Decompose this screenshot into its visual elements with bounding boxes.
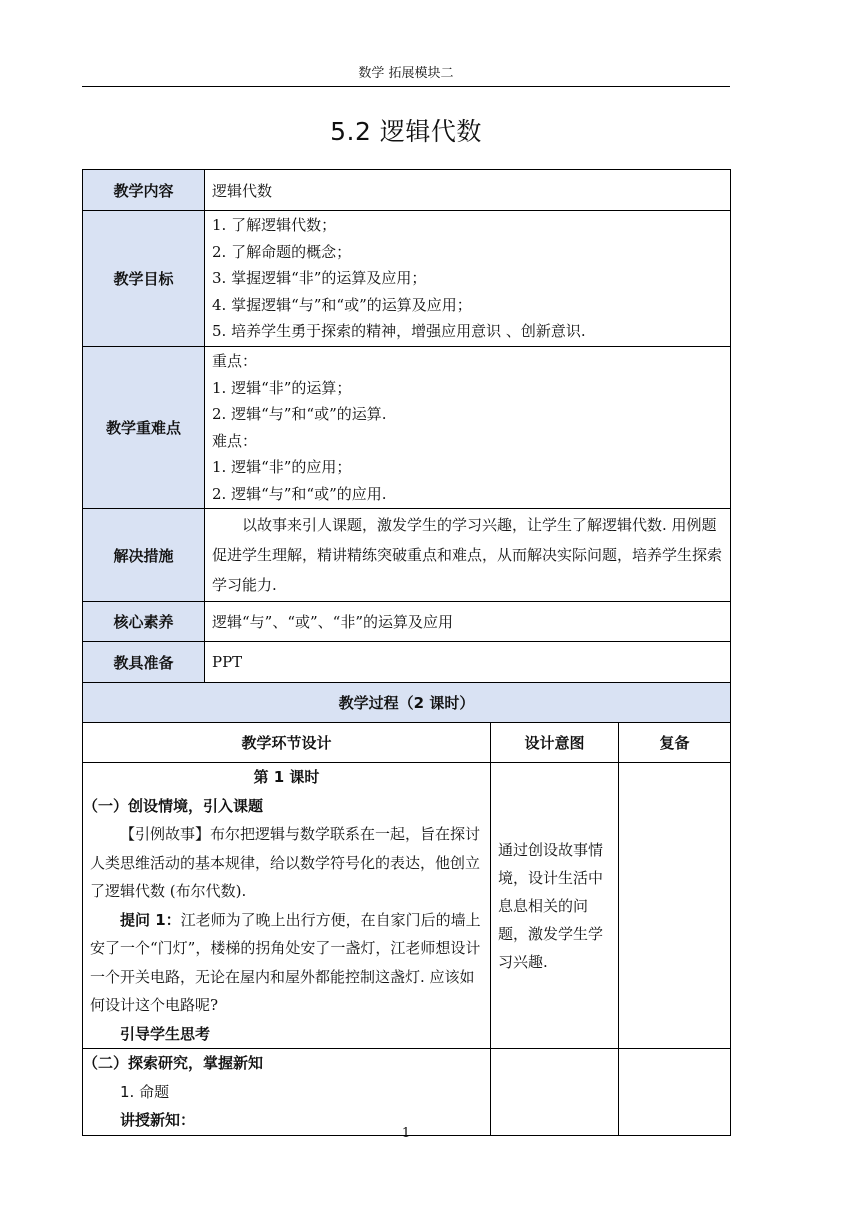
- row-literacy: [83, 602, 731, 642]
- col-header-intent: 设计意图: [491, 723, 619, 763]
- row-process-band: [83, 683, 731, 723]
- label-keypoints: 教学重难点: [83, 347, 205, 509]
- story-text: 【引例故事】布尔把逻辑与数学联系在一起，旨在探讨人类思维活动的基本规律，给以数学符号化的表达，他创立了逻辑代数 (布尔代数).: [90, 825, 481, 900]
- section-1-prep: [619, 763, 731, 1049]
- question-1: [90, 906, 483, 1020]
- value-measures: [205, 509, 731, 602]
- section-1-design: [83, 763, 491, 1049]
- goal-item: 1. 了解逻辑代数；: [212, 216, 337, 235]
- question-1-text: 江老师为了晚上出行方便，在自家门后的墙上安了一个“门灯”，楼梯的拐角处安了一盏灯，江老师想设计一个开关电路，无论在屋内和屋外都能控制这盏灯. 应该如何设计这个电路呢?: [90, 910, 481, 1014]
- process-band: 教学过程（2 课时）: [83, 683, 731, 723]
- row-section-2: [83, 1049, 731, 1136]
- lesson-plan-table: [82, 169, 731, 1136]
- keypoint-item: 2. 逻辑“与”和“或”的运算.: [212, 405, 387, 423]
- page-number: 1: [401, 1126, 411, 1141]
- col-header-prep: 复备: [619, 723, 731, 763]
- page-header: 数学 拓展模块二: [358, 66, 454, 81]
- lesson-label: 第 1 课时: [253, 768, 320, 786]
- value-goals: [205, 211, 731, 347]
- measures-text: 以故事来引人课题，激发学生的学习兴趣，让学生了解逻辑代数. 用例题促进学生理解，精讲精练突破重点和难点，从而解决实际问题，培养学生探索学习能力.: [212, 516, 723, 594]
- value-content: 逻辑代数: [205, 170, 731, 211]
- keypoint-item: 2. 逻辑“与”和“或”的应用.: [212, 484, 387, 503]
- col-header-design: 教学环节设计: [83, 723, 491, 763]
- label-measures: 解决措施: [83, 509, 205, 602]
- value-literacy: 逻辑“与”、“或”、“非”的运算及应用: [205, 602, 731, 642]
- label-tools: 教具准备: [83, 642, 205, 683]
- label-goals: 教学目标: [83, 211, 205, 347]
- goal-item: 5. 培养学生勇于探索的精神，增强应用意识 、创新意识.: [212, 322, 586, 341]
- label-content: 教学内容: [83, 170, 205, 211]
- guide-text: 引导学生思考: [120, 1024, 211, 1043]
- row-keypoints: [83, 347, 731, 509]
- value-keypoints: [205, 347, 731, 509]
- section-1-intent: [491, 763, 619, 1049]
- goal-item: 2. 了解命题的概念；: [212, 242, 352, 261]
- goal-item: 3. 掌握逻辑“非”的运算及应用；: [212, 269, 427, 288]
- page-title: 5.2 逻辑代数: [330, 117, 482, 146]
- row-section-1: [83, 763, 731, 1049]
- header-rule: [82, 86, 730, 87]
- keypoint-item: 1. 逻辑“非”的应用；: [212, 458, 352, 476]
- section-heading: （二）探索研究，掌握新知: [83, 1054, 264, 1072]
- row-content: [83, 170, 731, 211]
- section-item: 1. 命题: [120, 1082, 170, 1101]
- goal-item: 4. 掌握逻辑“与”和“或”的运算及应用；: [212, 295, 472, 314]
- keypoint-item: 1. 逻辑“非”的运算；: [212, 378, 352, 397]
- teach-label: 讲授新知：: [120, 1111, 196, 1129]
- label-literacy: 核心素养: [83, 602, 205, 642]
- section-2-design: [83, 1049, 491, 1136]
- keypoint-item: 难点：: [212, 431, 258, 450]
- keypoint-item: 重点：: [212, 352, 258, 370]
- row-tools: [83, 642, 731, 683]
- value-tools: PPT: [205, 642, 731, 683]
- row-measures: [83, 509, 731, 602]
- row-process-columns: [83, 723, 731, 763]
- section-heading: （一）创设情境，引入课题: [83, 796, 264, 815]
- row-goals: [83, 211, 731, 347]
- section-2-prep: [619, 1049, 731, 1136]
- intent-text: 通过创设故事情境，设计生活中息息相关的问题，激发学生学习兴趣.: [498, 840, 604, 971]
- question-1-label: 提问 1：: [120, 910, 181, 929]
- section-2-intent: [491, 1049, 619, 1136]
